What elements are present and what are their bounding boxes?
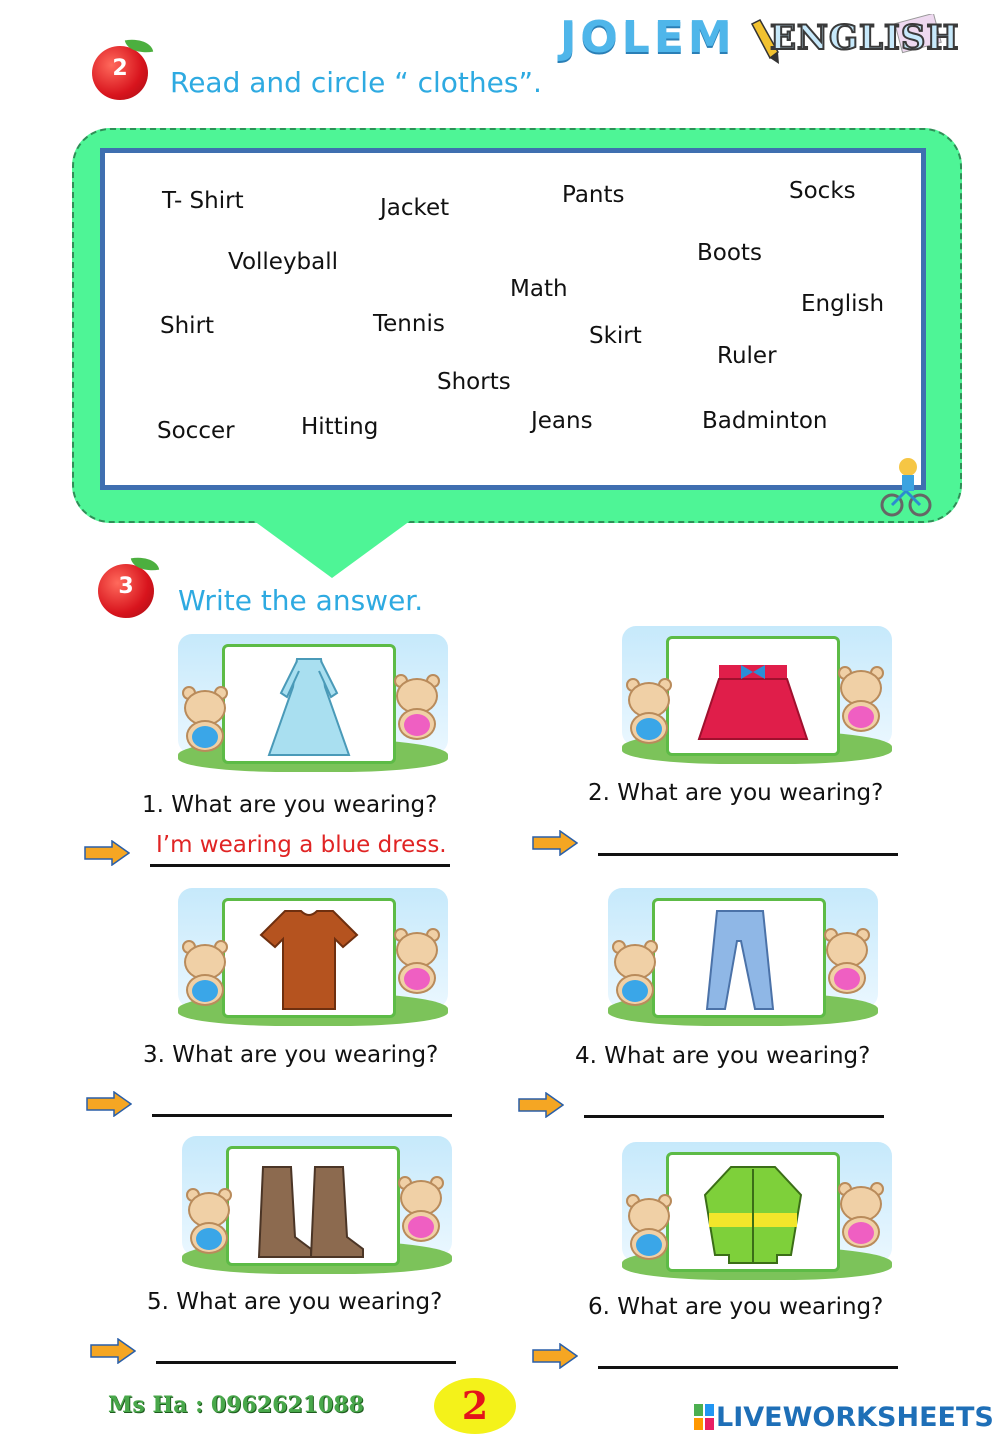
section-3-title: Write the answer. bbox=[178, 584, 424, 617]
word-skirt[interactable]: Skirt bbox=[589, 323, 642, 349]
answer-4-line[interactable] bbox=[584, 1115, 884, 1118]
answer-1-line[interactable] bbox=[150, 864, 450, 867]
liveworksheets-brand[interactable]: LIVEWORKSHEETS bbox=[716, 1402, 994, 1433]
question-2: 2. What are you wearing? bbox=[588, 780, 884, 806]
word-volleyball[interactable]: Volleyball bbox=[228, 249, 339, 275]
red-skirt-icon bbox=[669, 639, 837, 753]
arrow-right-icon bbox=[518, 1092, 564, 1118]
page-number-badge: 2 bbox=[434, 1378, 516, 1434]
question-6: 6. What are you wearing? bbox=[588, 1294, 884, 1320]
picture-card-3 bbox=[178, 888, 448, 1028]
question-1: 1. What are you wearing? bbox=[142, 792, 438, 818]
word-jacket[interactable]: Jacket bbox=[380, 195, 450, 221]
word-socks[interactable]: Socks bbox=[789, 178, 856, 204]
answer-1-text[interactable]: I’m wearing a blue dress. bbox=[156, 832, 447, 858]
word-badminton[interactable]: Badminton bbox=[702, 408, 828, 434]
word-boots[interactable]: Boots bbox=[697, 240, 762, 266]
word-hitting[interactable]: Hitting bbox=[301, 414, 379, 440]
question-3: 3. What are you wearing? bbox=[143, 1042, 439, 1068]
word-shorts[interactable]: Shorts bbox=[437, 369, 511, 395]
brand-english-logo: ENGLISH bbox=[748, 14, 948, 66]
word-shirt[interactable]: Shirt bbox=[160, 313, 215, 339]
arrow-right-icon bbox=[532, 1343, 578, 1369]
answer-2-line[interactable] bbox=[598, 853, 898, 856]
blue-jeans-icon bbox=[655, 901, 823, 1015]
apple-number-2-icon: 2 bbox=[92, 38, 154, 100]
liveworksheets-logo-icon bbox=[694, 1404, 714, 1430]
brown-t-shirt-icon bbox=[225, 901, 393, 1015]
word-ruler[interactable]: Ruler bbox=[717, 343, 777, 369]
arrow-right-icon bbox=[532, 830, 578, 856]
word-bubble-tail bbox=[250, 518, 414, 578]
word-jeans[interactable]: Jeans bbox=[531, 408, 593, 434]
word-english[interactable]: English bbox=[801, 291, 885, 317]
word-math[interactable]: Math bbox=[510, 276, 568, 302]
green-jacket-icon bbox=[669, 1155, 837, 1269]
word-soccer[interactable]: Soccer bbox=[157, 418, 235, 444]
blue-dress-icon bbox=[225, 647, 393, 761]
answer-5-line[interactable] bbox=[156, 1361, 456, 1364]
picture-card-5 bbox=[182, 1136, 452, 1276]
picture-card-2 bbox=[622, 626, 892, 766]
brown-boots-icon bbox=[229, 1149, 397, 1263]
arrow-right-icon bbox=[86, 1091, 132, 1117]
picture-card-1 bbox=[178, 634, 448, 774]
question-5: 5. What are you wearing? bbox=[147, 1289, 443, 1315]
word-t-shirt[interactable]: T- Shirt bbox=[162, 188, 244, 214]
picture-card-6 bbox=[622, 1142, 892, 1282]
question-4: 4. What are you wearing? bbox=[575, 1043, 871, 1069]
teacher-contact: Ms Ha : 0962621088 bbox=[108, 1392, 364, 1418]
arrow-right-icon bbox=[84, 840, 130, 866]
word-tennis[interactable]: Tennis bbox=[373, 311, 445, 337]
brand-jolem-logo: JOLEM bbox=[560, 12, 736, 63]
cyclist-icon bbox=[880, 455, 932, 517]
picture-card-4 bbox=[608, 888, 878, 1028]
apple-number-3-icon: 3 bbox=[98, 556, 160, 618]
answer-3-line[interactable] bbox=[152, 1114, 452, 1117]
arrow-right-icon bbox=[90, 1338, 136, 1364]
section-2-title: Read and circle “ clothes”. bbox=[170, 66, 542, 99]
answer-6-line[interactable] bbox=[598, 1366, 898, 1369]
word-pants[interactable]: Pants bbox=[562, 182, 625, 208]
